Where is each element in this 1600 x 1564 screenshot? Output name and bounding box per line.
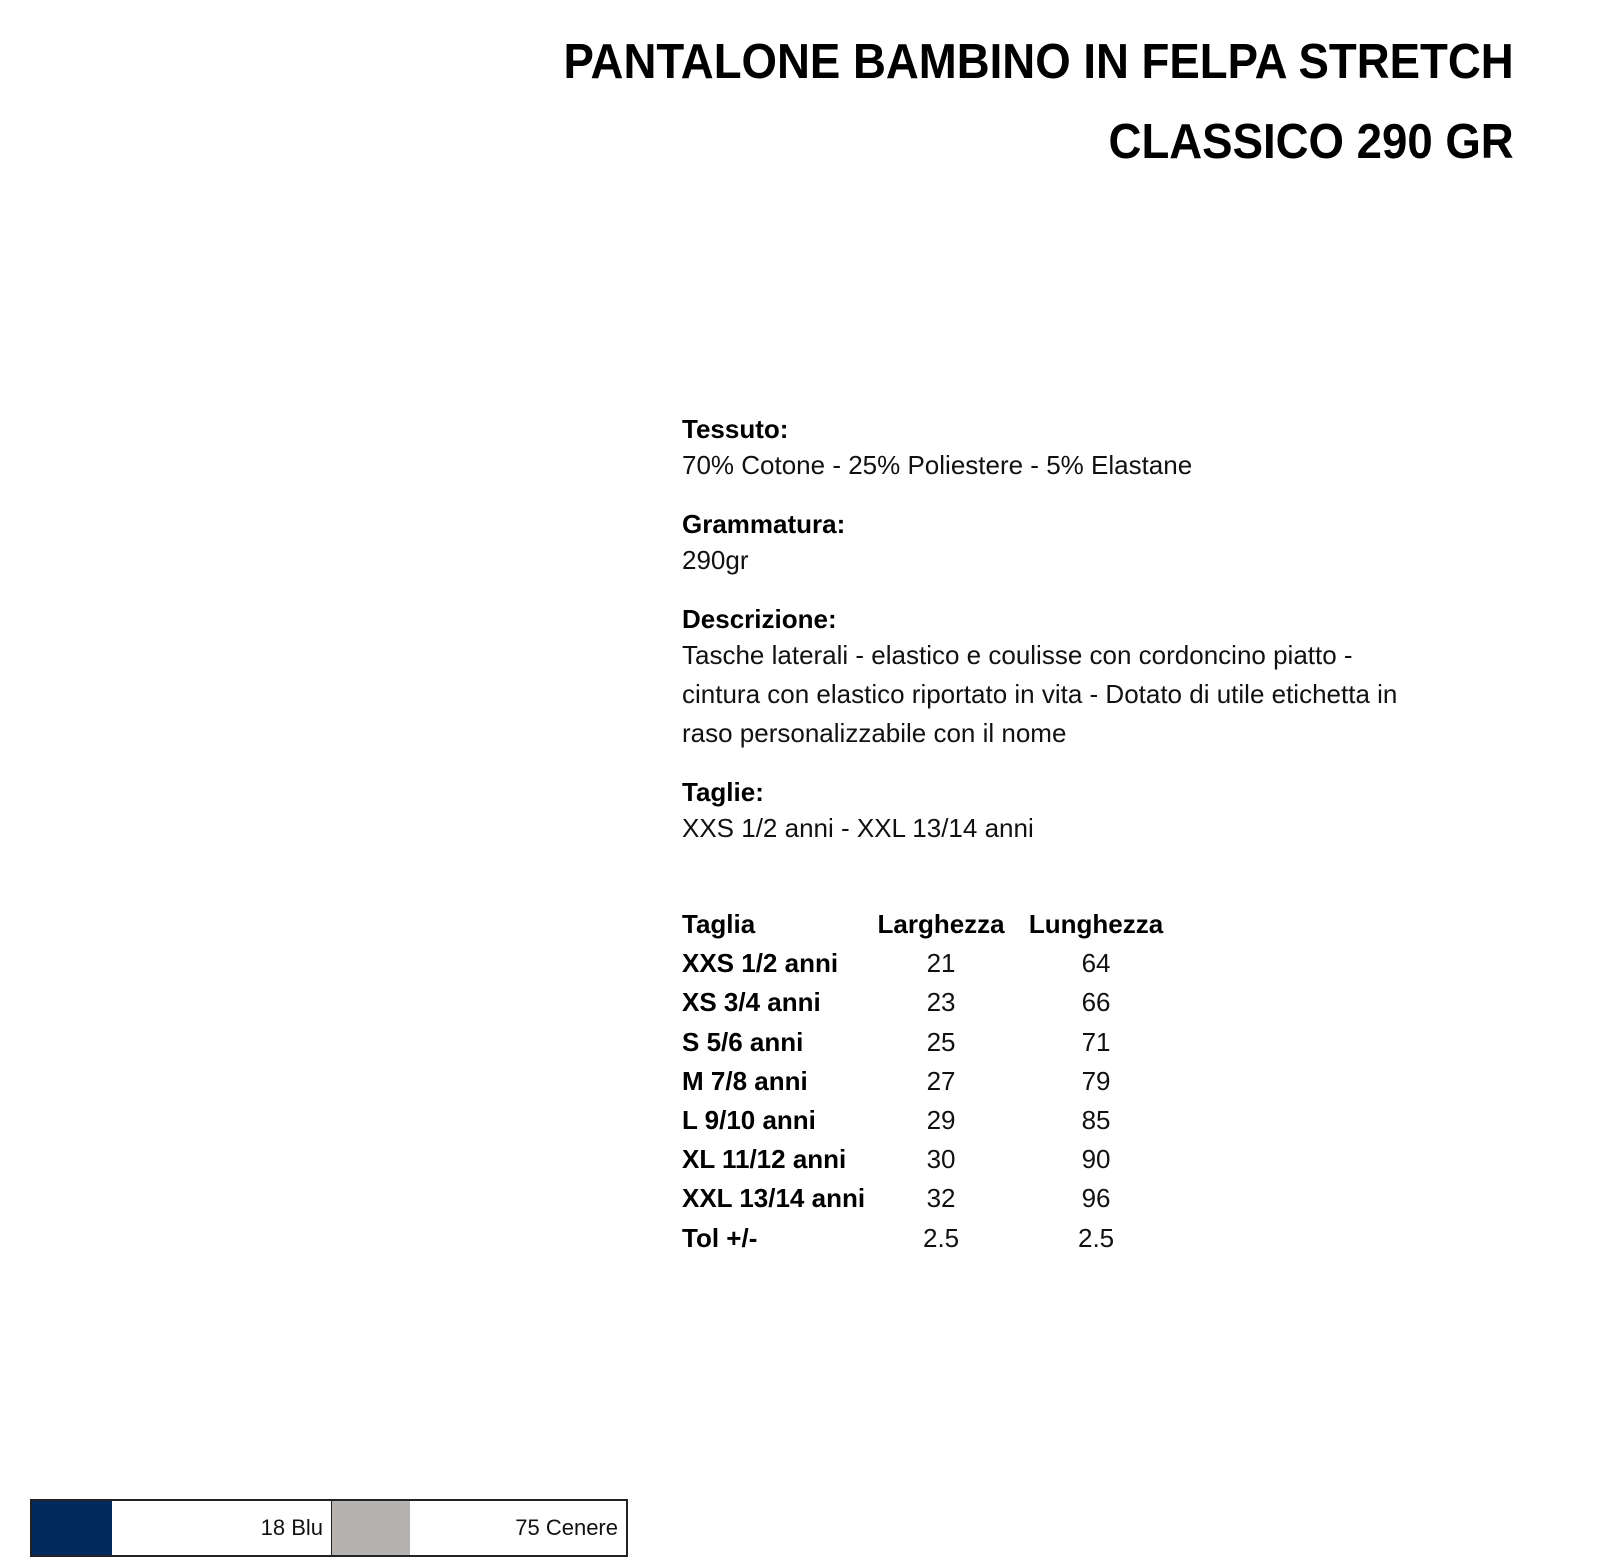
spec-taglie-label: Taglie: [682, 777, 764, 807]
spec-descrizione [682, 602, 1502, 753]
size-lunghezza: 90 [1081, 1144, 1111, 1175]
spec-descrizione-line: Tasche laterali - elastico e coulisse con cordoncino piatto - [682, 640, 1353, 670]
spec-descrizione-line: cintura con elastico riportato in vita - Dotato di utile etichetta in [682, 679, 1398, 709]
header-larghezza: Larghezza [877, 909, 1005, 940]
size-lunghezza: 71 [1081, 1026, 1111, 1057]
size-name: XXS 1/2 anni [682, 948, 839, 979]
spec-tessuto-value: 70% Cotone - 25% Poliestere - 5% Elastane [682, 450, 1193, 480]
tolerance-larghezza: 2.5 [922, 1222, 960, 1253]
color-label-cenere: 75 Cenere [410, 1501, 626, 1555]
size-larghezza: 30 [926, 1144, 956, 1175]
spec-taglie-value: XXS 1/2 anni - XXL 13/14 anni [682, 813, 1034, 843]
size-larghezza: 21 [926, 948, 956, 979]
size-table-header-row [682, 905, 1175, 944]
table-row [682, 1140, 1175, 1179]
size-lunghezza: 96 [1081, 1183, 1111, 1214]
spec-tessuto-label: Tessuto: [682, 414, 789, 444]
table-row [682, 1101, 1175, 1140]
spec-descrizione-label: Descrizione: [682, 604, 837, 634]
product-title [492, 22, 1514, 182]
size-larghezza: 27 [926, 1065, 956, 1096]
product-title-line-2: CLASSICO 290 GR [1108, 115, 1514, 169]
size-name: XXL 13/14 anni [682, 1183, 866, 1214]
table-row [682, 1023, 1175, 1062]
size-lunghezza: 64 [1081, 948, 1111, 979]
header-lunghezza: Lunghezza [1028, 909, 1164, 940]
size-lunghezza: 85 [1081, 1105, 1111, 1136]
table-row [682, 1179, 1175, 1218]
size-name: XS 3/4 anni [682, 987, 821, 1018]
spec-tessuto [682, 412, 1502, 485]
size-larghezza: 32 [926, 1183, 956, 1214]
table-row [682, 1062, 1175, 1101]
size-name: S 5/6 anni [682, 1026, 804, 1057]
size-larghezza: 29 [926, 1105, 956, 1136]
color-swatch-blu [32, 1501, 112, 1555]
spec-taglie [682, 775, 1502, 848]
size-lunghezza: 79 [1081, 1065, 1111, 1096]
spec-descrizione-line: raso personalizzabile con il nome [682, 718, 1067, 748]
size-name: M 7/8 anni [682, 1065, 808, 1096]
tolerance-row [682, 1219, 1175, 1258]
product-title-line-1: PANTALONE BAMBINO IN FELPA STRETCH [563, 35, 1514, 89]
color-swatch-cenere [332, 1501, 410, 1555]
spec-grammatura-value: 290gr [682, 545, 749, 575]
spec-grammatura-label: Grammatura: [682, 509, 846, 539]
size-lunghezza: 66 [1081, 987, 1111, 1018]
color-swatches [30, 1499, 628, 1557]
size-table [682, 905, 1175, 1258]
table-row [682, 983, 1175, 1022]
size-name: L 9/10 anni [682, 1105, 816, 1136]
size-name: XL 11/12 anni [682, 1144, 847, 1175]
header-taglia: Taglia [682, 909, 756, 940]
size-larghezza: 23 [926, 987, 956, 1018]
color-label-blu: 18 Blu [112, 1501, 332, 1555]
product-specs [682, 412, 1502, 870]
spec-grammatura [682, 507, 1502, 580]
tolerance-lunghezza: 2.5 [1077, 1222, 1115, 1253]
size-larghezza: 25 [926, 1026, 956, 1057]
tolerance-label: Tol +/- [682, 1222, 758, 1253]
table-row [682, 944, 1175, 983]
